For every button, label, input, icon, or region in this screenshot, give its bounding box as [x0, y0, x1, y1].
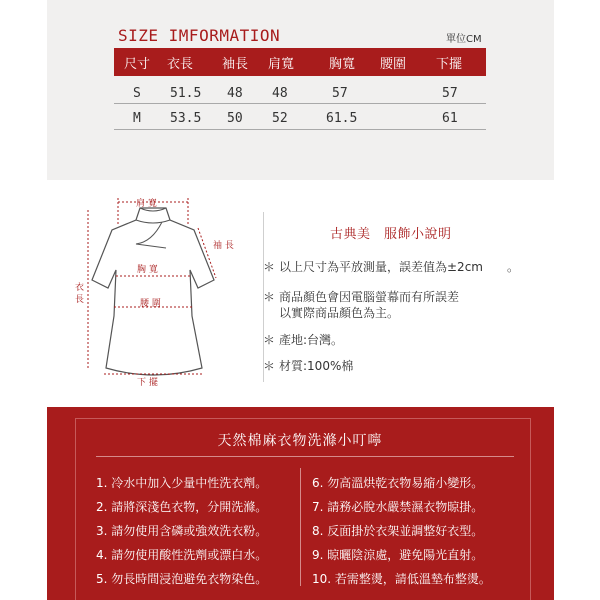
- sleeve-label: 袖 長: [213, 241, 234, 251]
- size-table-header: [114, 48, 486, 76]
- care-item: 3. 請勿使用含磷或強效洗衣粉。: [96, 524, 268, 538]
- note-item: ＊ 產地:台灣。: [263, 333, 344, 347]
- length-label: 衣 長: [75, 283, 85, 305]
- cell-chest: 57: [332, 86, 348, 101]
- care-item: 5. 勿長時間浸泡避免衣物染色。: [96, 572, 268, 586]
- note-item-continued: 以實際商品顏色為主。: [279, 306, 400, 320]
- star-icon: ＊: [263, 333, 276, 347]
- cell-length: 53.5: [170, 111, 202, 126]
- note-item: ＊ 商品顏色會因電腦螢幕而有所誤差: [263, 290, 460, 304]
- notes-title: 古典美 服飾小說明: [330, 227, 452, 242]
- row-divider: [114, 103, 486, 104]
- care-item: 7. 請務必脫水嚴禁濕衣物晾掛。: [312, 500, 484, 514]
- row-divider: [114, 129, 486, 130]
- care-column-divider: [300, 468, 301, 586]
- header-hem: 下擺: [436, 57, 463, 72]
- cell-sleeve: 48: [227, 86, 243, 101]
- header-size: 尺寸: [124, 57, 151, 72]
- size-info-title: SIZE IMFORMATION: [118, 26, 281, 45]
- shoulder-label: 肩 寬: [136, 199, 157, 209]
- hem-label: 下 擺: [137, 378, 158, 388]
- garment-diagram-icon: [78, 196, 258, 392]
- care-item: 10. 若需整燙，請低溫墊布整燙。: [312, 572, 491, 586]
- care-item: 1. 冷水中加入少量中性洗衣劑。: [96, 476, 268, 490]
- care-item: 9. 晾曬陰涼處，避免陽光直射。: [312, 548, 484, 562]
- care-item: 6. 勿高溫烘乾衣物易縮小變形。: [312, 476, 484, 490]
- star-icon: ＊: [263, 359, 276, 373]
- unit-label: 單位CM: [446, 34, 482, 45]
- cell-hem: 61: [442, 111, 458, 126]
- cell-size: M: [133, 111, 141, 126]
- chest-label: 胸 寬: [137, 265, 158, 275]
- cell-hem: 57: [442, 86, 458, 101]
- star-icon: ＊: [263, 290, 276, 304]
- header-chest: 胸寬: [329, 57, 356, 72]
- care-item: 4. 請勿使用酸性洗劑或漂白水。: [96, 548, 268, 562]
- care-title: 天然棉麻衣物洗滌小叮嚀: [217, 433, 383, 449]
- cell-chest: 61.5: [326, 111, 358, 126]
- waist-label: 腰 圍: [140, 299, 161, 309]
- star-icon: ＊: [263, 260, 276, 274]
- cell-size: S: [133, 86, 141, 101]
- header-length: 衣長: [167, 57, 194, 72]
- cell-shoulder: 48: [272, 86, 288, 101]
- care-item: 2. 請將深淺色衣物，分開洗滌。: [96, 500, 268, 514]
- header-shoulder: 肩寬: [268, 57, 295, 72]
- cell-length: 51.5: [170, 86, 202, 101]
- note-item: ＊ 材質:100%棉: [263, 359, 354, 373]
- cell-sleeve: 50: [227, 111, 243, 126]
- care-divider: [96, 456, 514, 457]
- cell-shoulder: 52: [272, 111, 288, 126]
- care-item: 8. 反面掛於衣架並調整好衣型。: [312, 524, 484, 538]
- header-sleeve: 袖長: [222, 57, 249, 72]
- header-waist: 腰圍: [380, 57, 407, 72]
- note-item: ＊ 以上尺寸為平放測量，誤差值為±2cm 。: [263, 260, 519, 274]
